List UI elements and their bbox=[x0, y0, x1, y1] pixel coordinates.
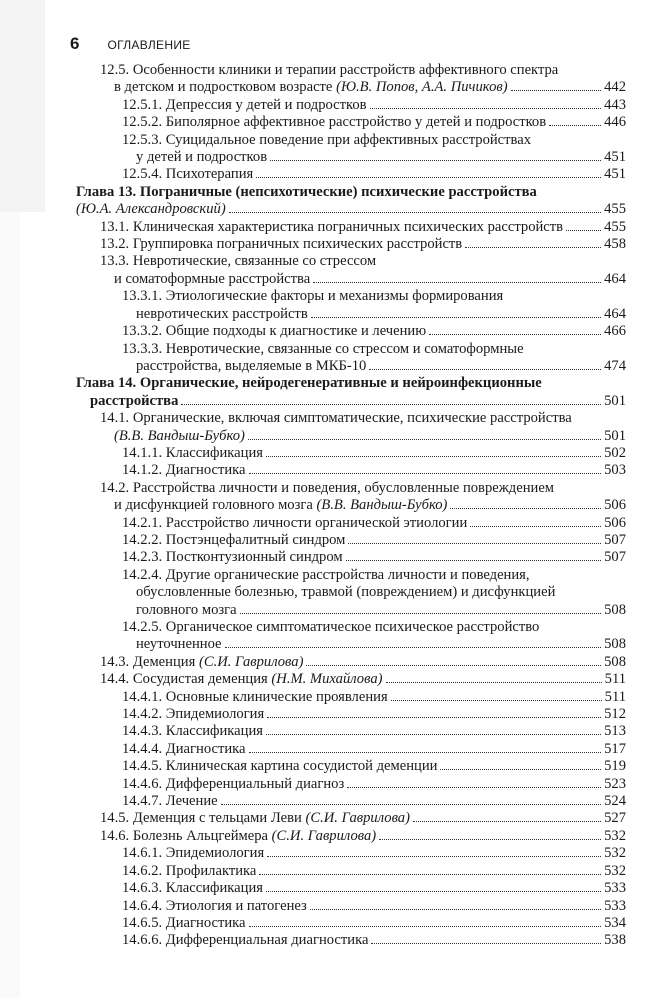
dot-leader bbox=[229, 212, 601, 213]
toc-entry-text bbox=[122, 166, 253, 183]
dot-leader bbox=[306, 665, 601, 666]
toc-page-number: 532 bbox=[604, 845, 626, 862]
toc-entry-author: (Ю.А. Александровский) bbox=[76, 201, 226, 218]
toc-entry-title: 14.5. Деменция с тельцами Леви bbox=[100, 810, 302, 827]
toc-entry[interactable] bbox=[76, 776, 626, 793]
toc-page-number: 464 bbox=[604, 305, 626, 322]
dot-leader bbox=[391, 700, 602, 701]
toc-entry-text bbox=[122, 706, 264, 723]
toc-entry-title: головного мозга bbox=[136, 601, 237, 618]
dot-leader bbox=[266, 456, 601, 457]
toc-entry[interactable] bbox=[76, 619, 626, 654]
toc-entry[interactable] bbox=[76, 480, 626, 515]
toc-entry-text bbox=[100, 810, 410, 827]
page-edge-shadow-lower bbox=[0, 212, 20, 998]
toc-entry-text bbox=[114, 497, 447, 514]
toc-entry-title: 12.5. Особенности клиники и терапии расстройств аффективного спектра bbox=[100, 62, 559, 78]
toc-entry-title: 14.6.6. Дифференциальная диагностика bbox=[122, 932, 369, 949]
toc-entry-title: 14.2.5. Органическое симптоматическое психическое расстройство bbox=[122, 619, 540, 635]
toc-entry-text bbox=[136, 636, 222, 653]
toc-page-number: 511 bbox=[604, 688, 626, 705]
toc-entry-text bbox=[122, 898, 307, 915]
dot-leader bbox=[266, 734, 601, 735]
toc-entry[interactable] bbox=[76, 654, 626, 671]
dot-leader bbox=[240, 613, 601, 614]
toc-entry-text bbox=[136, 306, 308, 323]
toc-entry-author: (С.И. Гаврилова) bbox=[198, 653, 304, 670]
toc-entry-title: Глава 13. Пограничные (непсихотические) психические расстройства bbox=[76, 183, 537, 200]
toc-entry[interactable] bbox=[76, 915, 626, 932]
toc-page-number: 501 bbox=[604, 392, 626, 409]
toc-entry-title: 14.3. Деменция bbox=[100, 653, 196, 670]
dot-leader bbox=[413, 821, 601, 822]
toc-page-number: 533 bbox=[604, 880, 626, 897]
toc-page-number: 464 bbox=[604, 270, 626, 287]
toc-page-number: 503 bbox=[604, 462, 626, 479]
toc-entry[interactable] bbox=[76, 462, 626, 479]
toc-entry-text bbox=[122, 689, 388, 706]
toc-page-number: 508 bbox=[604, 636, 626, 653]
toc-entry[interactable] bbox=[76, 323, 626, 340]
toc-entry-text bbox=[122, 445, 263, 462]
toc-entry[interactable] bbox=[76, 219, 626, 236]
toc-page-number: 442 bbox=[604, 79, 626, 96]
toc-entry-author: (Н.М. Михайлова) bbox=[271, 671, 383, 688]
dot-leader bbox=[311, 317, 601, 318]
running-head: ОГЛАВЛЕНИЕ bbox=[107, 38, 191, 52]
toc-page-number: 455 bbox=[604, 201, 626, 218]
toc-entry-title: обусловленные болезнью, травмой (повреждением) и дисфункцией bbox=[136, 584, 556, 601]
toc-entry[interactable] bbox=[76, 114, 626, 131]
toc-entry-title: 14.4.7. Лечение bbox=[122, 793, 218, 810]
toc-page-number: 524 bbox=[604, 793, 626, 810]
toc-entry-text bbox=[122, 741, 246, 758]
toc-page-number: 506 bbox=[604, 514, 626, 531]
toc-page-number: 501 bbox=[604, 427, 626, 444]
toc-entry[interactable] bbox=[76, 932, 626, 949]
toc-entry-title: 13.3.1. Этиологические факторы и механизмы формирования bbox=[122, 288, 504, 305]
dot-leader bbox=[450, 508, 601, 509]
toc-entry-text bbox=[114, 428, 245, 445]
toc-entry-author: (С.И. Гаврилова) bbox=[271, 827, 377, 844]
toc-entry-title: 14.2.1. Расстройство личности органической этиологии bbox=[122, 514, 468, 531]
toc-entry-title: 14.6.3. Классификация bbox=[122, 880, 263, 897]
toc-page-number: 532 bbox=[604, 862, 626, 879]
toc-entry-title: 14.4.1. Основные клинические проявления bbox=[122, 688, 388, 705]
toc-page-number: 506 bbox=[604, 497, 626, 514]
toc-page-number: 507 bbox=[604, 549, 626, 566]
toc-entry-text bbox=[122, 863, 256, 880]
toc-entry-title: 14.4.4. Диагностика bbox=[122, 740, 246, 757]
dot-leader bbox=[221, 804, 602, 805]
toc-entry-title: Глава 14. Органические, нейродегенеративные и нейроинфекционные bbox=[76, 375, 542, 392]
toc-entry-title: 14.6.1. Эпидемиология bbox=[122, 845, 265, 862]
toc-chapter[interactable] bbox=[76, 184, 626, 219]
dot-leader bbox=[256, 177, 601, 178]
toc-entry[interactable] bbox=[76, 253, 626, 288]
toc-page-number: 455 bbox=[604, 218, 626, 235]
toc-entry-title: 12.5.1. Депрессия у детей и подростков bbox=[122, 96, 367, 113]
toc-page-number: 511 bbox=[604, 671, 626, 688]
toc-entry-title: 14.1.2. Диагностика bbox=[122, 462, 246, 479]
dot-leader bbox=[267, 717, 601, 718]
toc-entry-title: 14.2.4. Другие органические расстройства личности и поведения, bbox=[122, 566, 530, 583]
dot-leader bbox=[369, 369, 601, 370]
dot-leader bbox=[348, 543, 601, 544]
toc-page-number: 519 bbox=[604, 758, 626, 775]
toc-entry-title: 14.6.2. Профилактика bbox=[122, 862, 257, 879]
toc-entry-title: 14.4.3. Классификация bbox=[122, 723, 263, 740]
toc-entry-text bbox=[122, 776, 344, 793]
toc-entry-text bbox=[122, 758, 437, 775]
toc-page-number: 466 bbox=[604, 323, 626, 340]
dot-leader bbox=[267, 856, 601, 857]
toc-entry[interactable] bbox=[76, 132, 626, 167]
toc-entry-text bbox=[76, 201, 226, 218]
toc-page-number: 502 bbox=[604, 444, 626, 461]
dot-leader bbox=[511, 90, 602, 91]
toc-entry-text bbox=[100, 671, 383, 688]
toc-page-number: 446 bbox=[604, 114, 626, 131]
toc-entry-text bbox=[122, 932, 368, 949]
toc-page-number: 538 bbox=[604, 932, 626, 949]
toc-page-number: 532 bbox=[604, 827, 626, 844]
toc-entry[interactable] bbox=[76, 828, 626, 845]
toc-entry-text bbox=[114, 79, 508, 96]
toc-entry-author: (В.В. Вандыш-Бубко) bbox=[316, 497, 448, 514]
toc-entry[interactable] bbox=[76, 97, 626, 114]
toc-entry-title: и дисфункцией головного мозга bbox=[114, 497, 313, 514]
toc-entry-title: в детском и подростковом возрасте bbox=[114, 79, 333, 96]
toc-entry-title: 14.2. Расстройства личности и поведения, обусловленные повреждением bbox=[100, 479, 555, 496]
toc-entry-title: неуточненное bbox=[136, 636, 222, 653]
toc-page-number: 458 bbox=[604, 236, 626, 253]
toc-entry[interactable] bbox=[76, 793, 626, 810]
toc-entry-text bbox=[122, 549, 343, 566]
dot-leader bbox=[566, 230, 601, 231]
dot-leader bbox=[270, 160, 601, 161]
dot-leader bbox=[429, 334, 601, 335]
toc-entry-title: 14.2.2. Постэнцефалитный синдром bbox=[122, 531, 346, 548]
toc-entry-text bbox=[100, 236, 462, 253]
toc-entry-text bbox=[90, 393, 178, 410]
dot-leader bbox=[549, 125, 601, 126]
toc-entry[interactable] bbox=[76, 62, 626, 97]
dot-leader bbox=[347, 787, 601, 788]
dot-leader bbox=[379, 839, 601, 840]
toc-entry[interactable] bbox=[76, 689, 626, 706]
toc-entry[interactable] bbox=[76, 810, 626, 827]
dot-leader bbox=[259, 874, 601, 875]
toc-entry-text bbox=[122, 97, 367, 114]
toc-entry-author: (Ю.В. Попов, А.А. Пичиков) bbox=[336, 79, 508, 96]
toc-entry-title: 13.3. Невротические, связанные со стрессом bbox=[100, 253, 377, 270]
toc-entry[interactable] bbox=[76, 706, 626, 723]
toc-entry-text bbox=[122, 462, 246, 479]
toc-page-number: 451 bbox=[604, 149, 626, 166]
dot-leader bbox=[266, 891, 601, 892]
toc-page-number: 527 bbox=[604, 810, 626, 827]
dot-leader bbox=[225, 647, 602, 648]
toc-entry-title: 13.3.3. Невротические, связанные со стрессом и соматоформные bbox=[122, 340, 524, 357]
toc-entry-title: 13.3.2. Общие подходы к диагностике и лечению bbox=[122, 323, 427, 340]
toc-entry-text bbox=[122, 845, 264, 862]
toc-entry[interactable] bbox=[76, 288, 626, 323]
toc-page-number: 507 bbox=[604, 531, 626, 548]
toc-entry-text bbox=[122, 532, 345, 549]
page-number: 6 bbox=[70, 34, 80, 53]
dot-leader bbox=[249, 926, 602, 927]
toc-chapter[interactable] bbox=[76, 375, 626, 410]
dot-leader bbox=[440, 769, 601, 770]
toc-entry-text bbox=[136, 358, 366, 375]
toc-entry-text bbox=[122, 114, 546, 131]
toc-entry-text bbox=[100, 828, 376, 845]
toc-entry-text bbox=[136, 602, 237, 619]
toc-entry-text bbox=[122, 915, 246, 932]
toc-entry-title: 12.5.3. Суицидальное поведение при аффективных расстройствах bbox=[122, 131, 532, 148]
toc-entry-title: 14.6.5. Диагностика bbox=[122, 914, 246, 931]
toc-entry-title: 12.5.4. Психотерапия bbox=[122, 166, 254, 183]
dot-leader bbox=[370, 108, 602, 109]
toc-page-number: 443 bbox=[604, 96, 626, 113]
dot-leader bbox=[465, 247, 601, 248]
toc-entry-text bbox=[122, 515, 467, 532]
toc-entry-author: (В.В. Вандыш-Бубко) bbox=[114, 427, 245, 444]
dot-leader bbox=[249, 473, 602, 474]
toc-entry-text bbox=[122, 723, 263, 740]
dot-leader bbox=[386, 682, 602, 683]
dot-leader bbox=[470, 526, 601, 527]
toc-entry-title: 14.6. Болезнь Альцгеймера bbox=[100, 827, 268, 844]
toc-entry[interactable] bbox=[76, 236, 626, 253]
toc-entry[interactable] bbox=[76, 515, 626, 532]
toc-entry[interactable] bbox=[76, 567, 626, 619]
toc-entry-text bbox=[136, 149, 267, 166]
toc-entry-title: 13.2. Группировка пограничных психических расстройств bbox=[100, 236, 463, 253]
toc-page-number: 451 bbox=[604, 166, 626, 183]
toc-page-number: 533 bbox=[604, 897, 626, 914]
toc-entry-title: 14.4.2. Эпидемиология bbox=[122, 706, 265, 723]
toc-page-number: 513 bbox=[604, 723, 626, 740]
toc-entry-title: 14.4.6. Дифференциальный диагноз bbox=[122, 775, 345, 792]
dot-leader bbox=[310, 909, 601, 910]
toc-entry-title: 13.1. Клиническая характеристика пограничных психических расстройств bbox=[100, 218, 564, 235]
toc-entry-title: 14.2.3. Постконтузионный синдром bbox=[122, 549, 343, 566]
toc-page-number: 534 bbox=[604, 914, 626, 931]
toc-entry-title: расстройства, выделяемые в МКБ-10 bbox=[136, 357, 367, 374]
toc-entry-text bbox=[122, 793, 218, 810]
toc-entry-text bbox=[114, 271, 310, 288]
toc-entry-title: невротических расстройств bbox=[136, 305, 308, 322]
toc-entry-text bbox=[122, 880, 263, 897]
toc-page-number: 474 bbox=[604, 357, 626, 374]
toc-entry-title: и соматоформные расстройства bbox=[114, 270, 311, 287]
dot-leader bbox=[346, 560, 602, 561]
toc-entry[interactable] bbox=[76, 410, 626, 445]
toc-entry[interactable] bbox=[76, 741, 626, 758]
toc-page-number: 523 bbox=[604, 775, 626, 792]
toc-entry[interactable] bbox=[76, 863, 626, 880]
dot-leader bbox=[181, 404, 601, 405]
toc-entry[interactable] bbox=[76, 549, 626, 566]
page-header bbox=[70, 34, 191, 52]
toc-entry-title: 14.4.5. Клиническая картина сосудистой деменции bbox=[122, 758, 438, 775]
table-of-contents bbox=[76, 62, 626, 950]
toc-entry[interactable] bbox=[76, 532, 626, 549]
dot-leader bbox=[248, 439, 601, 440]
toc-entry[interactable] bbox=[76, 880, 626, 897]
toc-page-number: 512 bbox=[604, 706, 626, 723]
toc-entry[interactable] bbox=[76, 898, 626, 915]
page-edge-shadow bbox=[0, 0, 45, 212]
toc-entry[interactable] bbox=[76, 671, 626, 688]
toc-entry-text bbox=[122, 323, 426, 340]
dot-leader bbox=[371, 943, 601, 944]
dot-leader bbox=[313, 282, 601, 283]
toc-entry[interactable] bbox=[76, 845, 626, 862]
toc-entry-title: у детей и подростков bbox=[136, 149, 268, 166]
toc-page-number: 508 bbox=[604, 601, 626, 618]
toc-entry-text bbox=[100, 219, 563, 236]
toc-entry[interactable] bbox=[76, 723, 626, 740]
toc-entry[interactable] bbox=[76, 445, 626, 462]
toc-page-number: 517 bbox=[604, 740, 626, 757]
dot-leader bbox=[249, 752, 602, 753]
toc-page-number: 508 bbox=[604, 653, 626, 670]
toc-entry-author: (С.И. Гаврилова) bbox=[305, 810, 410, 827]
toc-entry-title: 14.4. Сосудистая деменция bbox=[100, 671, 268, 688]
toc-entry-title: расстройства bbox=[90, 392, 179, 409]
toc-entry-title: 14.1. Органические, включая симптоматические, психические расстройства bbox=[100, 410, 572, 427]
toc-entry-title: 14.6.4. Этиология и патогенез bbox=[122, 897, 307, 914]
toc-entry-text bbox=[100, 654, 303, 671]
toc-entry-title: 12.5.2. Биполярное аффективное расстройство у детей и подростков bbox=[122, 114, 547, 131]
toc-entry[interactable] bbox=[76, 341, 626, 376]
toc-entry-title: 14.1.1. Классификация bbox=[122, 444, 263, 461]
toc-entry[interactable] bbox=[76, 166, 626, 183]
toc-entry[interactable] bbox=[76, 758, 626, 775]
